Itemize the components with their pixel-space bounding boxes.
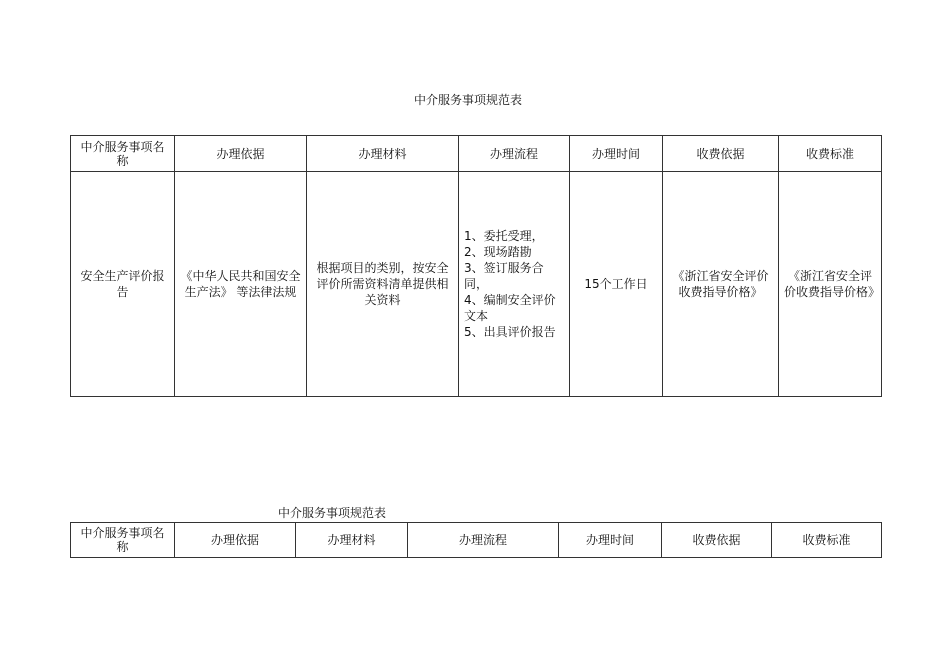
header-cell: 办理材料 <box>296 523 408 558</box>
header-cell: 收费依据 <box>662 523 772 558</box>
process-cell <box>459 172 570 397</box>
service-spec-table-2 <box>70 522 882 558</box>
header-cell: 中介服务事项名称 <box>71 523 175 558</box>
header-cell: 办理时间 <box>570 136 663 172</box>
time-cell: 15个工作日 <box>570 172 663 397</box>
fee-standard-cell: 《浙江省安全评价收费指导价格》 <box>779 172 882 397</box>
process-step: 4、编制安全评价文本 <box>464 293 556 323</box>
header-cell: 收费标准 <box>779 136 882 172</box>
header-cell: 办理依据 <box>175 136 307 172</box>
header-cell: 中介服务事项名称 <box>71 136 175 172</box>
header-cell: 办理流程 <box>408 523 559 558</box>
page-title-2: 中介服务事项规范表 <box>278 506 387 520</box>
header-cell: 收费标准 <box>772 523 882 558</box>
table-header-row <box>71 523 882 558</box>
header-cell: 办理时间 <box>559 523 662 558</box>
table-header-row <box>71 136 882 172</box>
basis-cell: 《中华人民共和国安全生产法》 等法律法规 <box>175 172 307 397</box>
service-spec-table <box>70 135 882 397</box>
table-row <box>71 172 882 397</box>
process-step: 2、现场踏勘 <box>464 245 532 259</box>
header-cell: 办理材料 <box>307 136 459 172</box>
process-step: 3、签订服务合同， <box>464 261 544 291</box>
process-step: 1、委托受理， <box>464 229 544 243</box>
fee-basis-cell: 《浙江省安全评价收费指导价格》 <box>663 172 779 397</box>
header-cell: 办理流程 <box>459 136 570 172</box>
header-cell: 办理依据 <box>175 523 296 558</box>
page-title: 中介服务事项规范表 <box>414 93 523 107</box>
materials-cell: 根据项目的类别，按安全评价所需资料清单提供相关资料 <box>307 172 459 397</box>
header-cell: 收费依据 <box>663 136 779 172</box>
process-step: 5、出具评价报告 <box>464 325 556 339</box>
service-name-cell: 安全生产评价报告 <box>71 172 175 397</box>
